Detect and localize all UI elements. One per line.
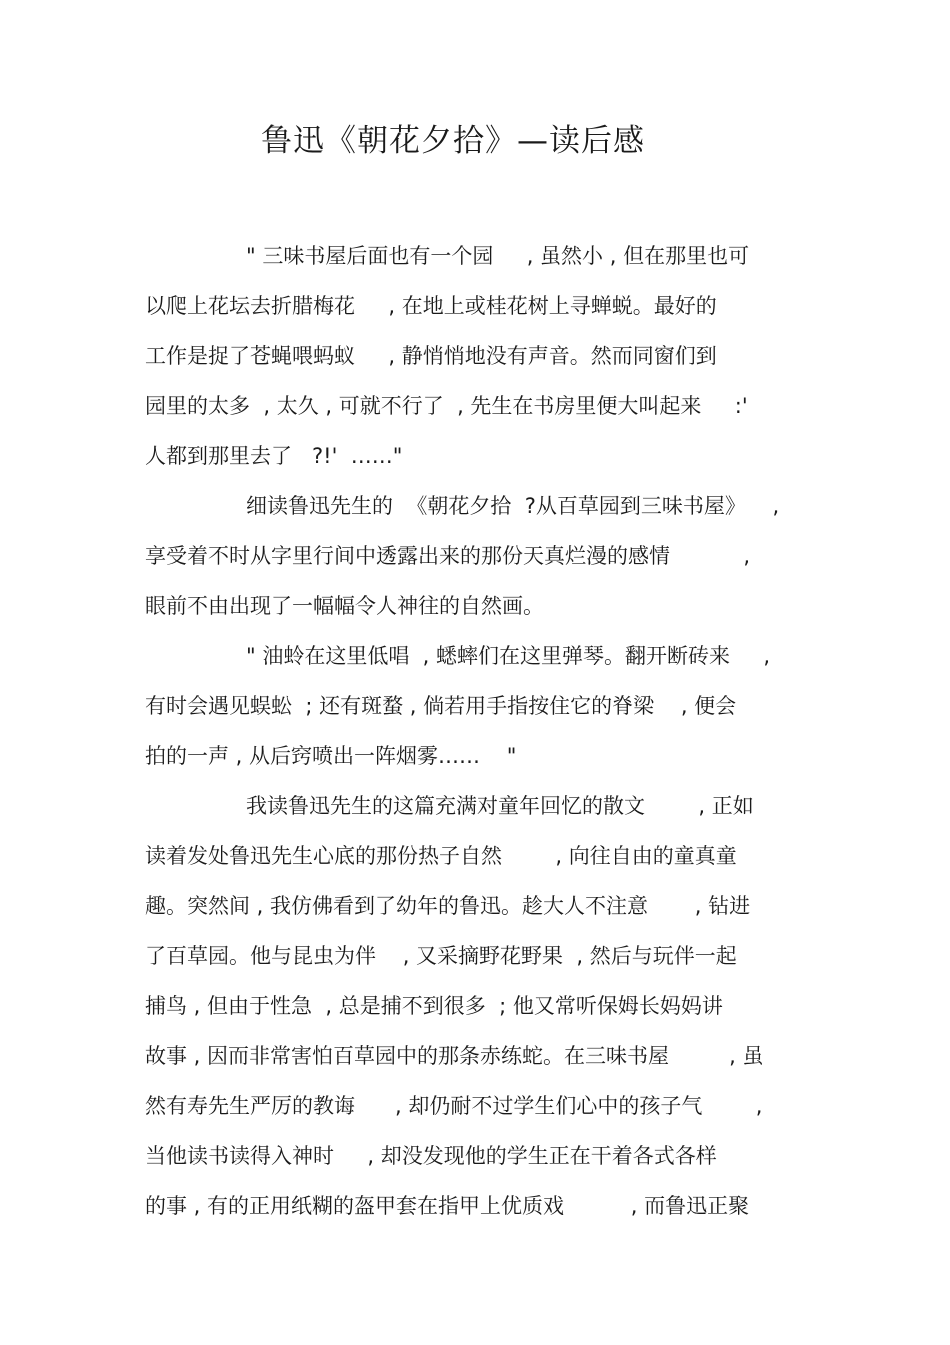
text-line: 读着发处鲁迅先生心底的那份热子自然 , 向往自由的童真童 — [145, 844, 737, 868]
text-line: 以爬上花坛去折腊梅花 , 在地上或桂花树上寻蝉蜕。最好的 — [145, 294, 717, 318]
text-line: " 三味书屋后面也有一个园 , 虽然小 , 但在那里也可 — [246, 244, 750, 268]
text-line: 了百草园。他与昆虫为伴 , 又采摘野花野果 , 然后与玩伴一起 — [145, 944, 737, 968]
text-line: 享受着不时从字里行间中透露出来的那份天真烂漫的感情 , — [145, 544, 751, 568]
text-line: 我读鲁迅先生的这篇充满对童年回忆的散文 , 正如 — [246, 794, 754, 818]
text-line: 故事 , 因而非常害怕百草园中的那条赤练蛇。在三味书屋 , 虽 — [145, 1044, 764, 1068]
text-line: 捕鸟 , 但由于性急 , 总是捕不到很多 ; 他又常听保姆长妈妈讲 — [145, 994, 723, 1018]
text-line: 细读鲁迅先生的 《朝花夕拾 ?从百草园到三味书屋》 , — [246, 494, 780, 518]
text-line: " 油蛉在这里低唱 , 蟋蟀们在这里弹琴。翻开断砖来 , — [246, 644, 771, 668]
text-line: 眼前不由出现了一幅幅令人神往的自然画。 — [145, 594, 544, 618]
text-line: 趣。突然间 , 我仿佛看到了幼年的鲁迅。趁大人不注意 , 钻进 — [145, 894, 751, 918]
text-line: 当他读书读得入神时 , 却没发现他的学生正在干着各式各样 — [145, 1144, 717, 1168]
text-line: 拍的一声 , 从后窍喷出一阵烟雾…… " — [145, 744, 517, 768]
text-line: 园里的太多 , 太久 , 可就不行了 , 先生在书房里便大叫起来 :' — [145, 394, 748, 418]
text-line: 人都到那里去了 ?!' ……" — [145, 444, 403, 468]
text-line: 工作是捉了苍蝇喂蚂蚁 , 静悄悄地没有声音。然而同窗们到 — [145, 344, 717, 368]
text-line: 的事 , 有的正用纸糊的盔甲套在指甲上优质戏 , 而鲁迅正聚 — [145, 1194, 750, 1218]
document-title: 鲁迅《朝花夕拾》—读后感 — [261, 123, 645, 159]
text-line: 有时会遇见蜈蚣 ; 还有斑蝥 , 倘若用手指按住它的脊梁 , 便会 — [145, 694, 737, 718]
text-line: 然有寿先生严厉的教诲 , 却仍耐不过学生们心中的孩子气 , — [145, 1094, 763, 1118]
